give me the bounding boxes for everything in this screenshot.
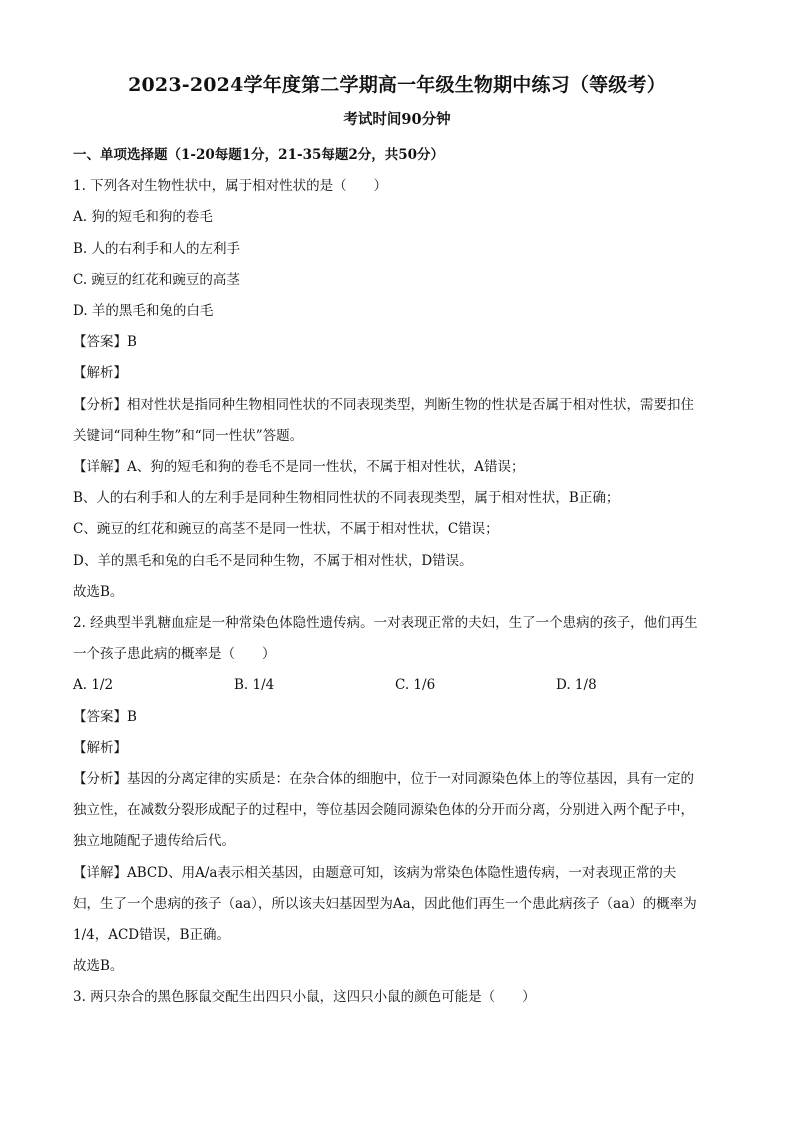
analysis-line: 独立性，在减数分裂形成配子的过程中，等位基因会随同源染色体的分开而分离，分别进入两个配子中， bbox=[73, 802, 694, 819]
analysis-line: 【分析】基因的分离定律的实质是：在杂合体的细胞中，位于一对同源染色体上的等位基因，具有一定的 bbox=[73, 771, 694, 788]
analysis-line: 独立地随配子遗传给后代。 bbox=[73, 833, 235, 850]
option-c: C. 豌豆的红花和豌豆的高茎 bbox=[73, 271, 240, 288]
document-title: 2023-2024学年度第二学期高一年级生物期中练习（等级考） bbox=[128, 74, 666, 96]
exam-duration: 考试时间90分钟 bbox=[343, 111, 451, 128]
option-c: C. 1/6 bbox=[395, 677, 436, 694]
analysis-line: D、羊的黑毛和兔的白毛不是同种生物，不属于相对性状，D错误。 bbox=[73, 552, 473, 569]
section-heading: 一、单项选择题（1-20每题1分，21-35每题2分，共50分） bbox=[73, 147, 445, 163]
analysis-line: 【详解】A、狗的短毛和狗的卷毛不是同一性状，不属于相对性状，A错误； bbox=[73, 459, 525, 476]
option-d: D. 羊的黑毛和兔的白毛 bbox=[73, 303, 214, 320]
document-body bbox=[73, 140, 723, 1014]
analysis-line: 故选B。 bbox=[73, 958, 124, 975]
answer-line: 【答案】B bbox=[73, 708, 137, 725]
option-a: A. 1/2 bbox=[73, 677, 114, 694]
option-b: B. 1/4 bbox=[234, 677, 275, 694]
question-2 bbox=[73, 608, 723, 982]
analysis-line: C、豌豆的红花和豌豆的高茎不是同一性状，不属于相对性状，C错误； bbox=[73, 521, 499, 538]
question-stem: 2. 经典型半乳糖血症是一种常染色体隐性遗传病。一对表现正常的夫妇，生了一个患病的孩子，他们再生 bbox=[73, 615, 698, 632]
question-1 bbox=[73, 171, 723, 608]
option-a: A. 狗的短毛和狗的卷毛 bbox=[73, 209, 213, 226]
analysis-label: 【解析】 bbox=[73, 365, 127, 382]
answer-line: 【答案】B bbox=[73, 334, 137, 351]
options-row bbox=[73, 670, 723, 701]
question-stem: 1. 下列各对生物性状中，属于相对性状的是（ ） bbox=[73, 178, 388, 195]
analysis-line: 【分析】相对性状是指同种生物相同性状的不同表现类型，判断生物的性状是否属于相对性状，需要扣住 bbox=[73, 396, 694, 413]
analysis-line: 关键词“同种生物”和“同一性状”答题。 bbox=[73, 427, 304, 444]
option-b: B. 人的右利手和人的左利手 bbox=[73, 240, 241, 257]
option-d: D. 1/8 bbox=[556, 677, 597, 694]
analysis-line: 【详解】ABCD、用A/a表示相关基因，由题意可知，该病为常染色体隐性遗传病，一对表现正常的夫 bbox=[73, 864, 677, 881]
analysis-line: B、人的右利手和人的左利手是同种生物相同性状的不同表现类型，属于相对性状，B正确； bbox=[73, 490, 620, 507]
question-3 bbox=[73, 982, 723, 1013]
question-stem: 3. 两只杂合的黑色豚鼠交配生出四只小鼠，这四只小鼠的颜色可能是（ ） bbox=[73, 989, 536, 1006]
analysis-line: 1/4，ACD错误，B正确。 bbox=[73, 927, 231, 944]
analysis-label: 【解析】 bbox=[73, 739, 127, 756]
analysis-line: 妇，生了一个患病的孩子（aa），所以该夫妇基因型为Aa，因此他们再生一个患此病孩子（aa）的概率为 bbox=[73, 895, 697, 912]
question-stem: 一个孩子患此病的概率是（ ） bbox=[73, 646, 276, 663]
analysis-line: 故选B。 bbox=[73, 583, 124, 600]
